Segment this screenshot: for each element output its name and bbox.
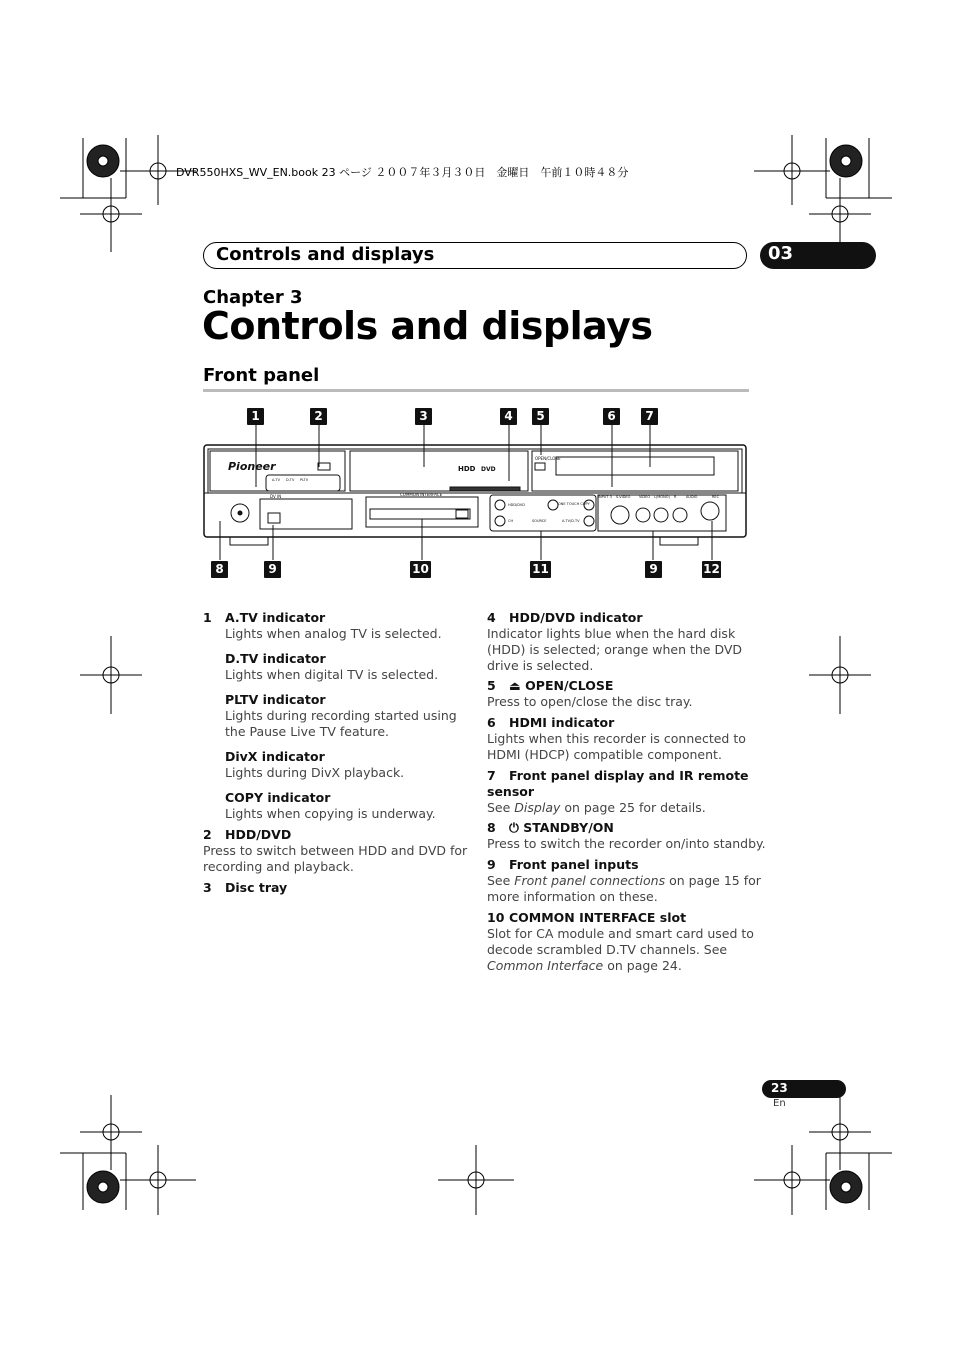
hdd-dvd-button-label: HDD/DVD xyxy=(508,503,525,507)
brand-logo: Pioneer xyxy=(228,460,276,473)
callout-1: 1 xyxy=(247,408,264,425)
callout-9b: 9 xyxy=(645,561,662,578)
heading-rule xyxy=(203,389,749,392)
indicator-label-dtv: D.TV xyxy=(286,478,295,482)
callout-10: 10 xyxy=(410,561,431,578)
item-pltv: PLTV indicator Lights during recording started using the Pause Live TV feature. xyxy=(225,692,457,739)
item-2: 2 HDD/DVD Press to switch between HDD and DVD for recording and playback. xyxy=(203,827,468,874)
dvd-logo: DVD xyxy=(481,466,496,473)
ch-button-label: CH xyxy=(508,519,514,523)
section-title: Controls and displays xyxy=(216,244,435,265)
callout-7: 7 xyxy=(641,408,658,425)
item-dtv: D.TV indicator Lights when digital TV is selected. xyxy=(225,651,439,682)
callout-11: 11 xyxy=(530,561,551,578)
rec-label: REC xyxy=(712,495,720,499)
dv-in-label: DV IN xyxy=(270,494,282,499)
section-title-bar xyxy=(203,242,747,269)
svideo-label: S-VIDEO xyxy=(616,495,631,499)
callout-3: 3 xyxy=(415,408,432,425)
language-code: En xyxy=(773,1098,786,1109)
item-3: 3 Disc tray xyxy=(203,880,288,895)
chapter-tab xyxy=(760,242,876,269)
callout-2: 2 xyxy=(310,408,327,425)
item-7: 7 Front panel display and IR remote sensor See Display on page 25 for details. xyxy=(487,768,749,815)
item-divx: DivX indicator Lights during DivX playback. xyxy=(225,749,405,780)
item-5: 5 ⏏ OPEN/CLOSE Press to open/close the disc tray. xyxy=(487,678,693,709)
video-label: VIDEO xyxy=(639,495,651,499)
callout-9a: 9 xyxy=(264,561,281,578)
indicator-label-pltv: PLTV xyxy=(300,478,309,482)
chapter-tab-number: 03 xyxy=(768,243,794,264)
page-number: 23 xyxy=(762,1080,846,1098)
item-1: 1 A.TV indicator Lights when analog TV is selected. xyxy=(203,610,442,641)
callout-5: 5 xyxy=(532,408,549,425)
item-9: 9 Front panel inputs See Front panel connections on page 15 for more information on these. xyxy=(487,857,761,904)
callout-12: 12 xyxy=(703,562,720,576)
item-10: 10 COMMON INTERFACE slot Slot for CA module and smart card used to decode scrambled D.TV channels. See Common Interface on page 24. xyxy=(487,910,754,973)
audio-label: AUDIO xyxy=(686,495,698,499)
callout-8: 8 xyxy=(211,561,228,578)
indicator-label-atv: A.TV xyxy=(272,478,280,482)
hdd-logo: HDD xyxy=(458,465,476,473)
front-panel-illustration xyxy=(200,425,752,575)
input3-label: INPUT 3 xyxy=(598,495,612,499)
callout-6: 6 xyxy=(603,408,620,425)
page-title: Controls and displays xyxy=(202,304,653,348)
chapter-label: Chapter 3 xyxy=(203,287,303,308)
print-header-line: DVR550HXS_WV_EN.book 23 ページ ２００７年３月３０日 金曜日 午前１０時４８分 xyxy=(176,166,629,179)
front-panel-heading: Front panel xyxy=(203,365,320,386)
open-close-label: OPEN/CLOSE xyxy=(535,456,561,461)
item-4: 4 HDD/DVD indicator Indicator lights blue when the hard disk (HDD) is selected; orange when the DVD drive is selected. xyxy=(487,610,743,673)
lmono-label: L(MONO) xyxy=(654,495,670,499)
r-label: R xyxy=(674,495,677,499)
source-button-label: SOURCE xyxy=(532,519,547,523)
atv-dtv-button-label: A.TV/D.TV xyxy=(562,519,580,523)
item-copy: COPY indicator Lights when copying is underway. xyxy=(225,790,436,821)
common-interface-label: COMMON INTERFACE xyxy=(400,492,443,497)
one-touch-copy-label: ONE TOUCH COPY xyxy=(558,502,590,506)
item-6: 6 HDMI indicator Lights when this recorder is connected to HDMI (HDCP) compatible component. xyxy=(487,715,746,762)
callout-4: 4 xyxy=(500,408,517,425)
item-8: 8 ⏻ STANDBY/ON Press to switch the recorder on/into standby. xyxy=(487,820,766,851)
